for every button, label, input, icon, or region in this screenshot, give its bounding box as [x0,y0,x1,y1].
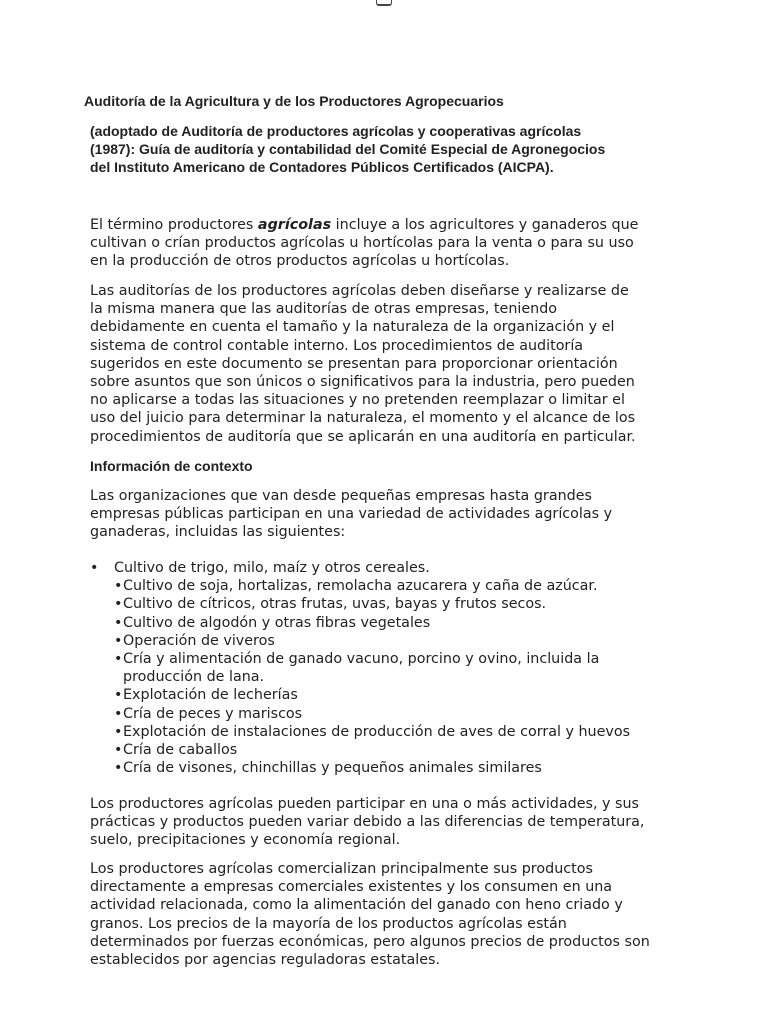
paragraph-line: granos. Los precios de la mayoría de los productos agrícolas están [90,915,567,932]
paragraph-line: la misma manera que las auditorías de otras empresas, teniendo [90,301,558,318]
bullet-icon: • [114,578,123,595]
paragraph-line: actividad relacionada, como la alimentación del ganado con heno criado y [90,897,623,914]
paragraph-line: sobre asuntos que son únicos o significativos para la industria, pero pueden [90,374,635,391]
paragraph-line: determinados por fuerzas económicas, pero algunos precios de productos son [90,933,650,950]
list-item: •Cría de peces y mariscos [114,705,303,722]
page-top-mark [376,0,392,6]
paragraph-participation [90,795,690,850]
paragraph-line: suelo, precipitaciones y economía regional. [90,832,401,849]
paragraph-line: Los productores agrícolas pueden participar en una o más actividades, y sus [90,796,639,812]
paragraph-definition [90,216,690,271]
paragraph-line: sugeridos en este documento se presentan para proporcionar orientación [90,355,618,372]
list-item: •Operación de viveros [114,632,275,649]
paragraph-line: debidamente en cuenta el tamaño y la naturaleza de la organización y el [90,319,615,336]
list-item: •Cría de visones, chinchillas y pequeños animales similares [114,760,542,777]
bullet-icon: • [114,742,123,759]
paragraph-line: Las organizaciones que van desde pequeñas empresas hasta grandes [90,488,592,504]
paragraph-commercialization [90,860,690,969]
bullet-icon: • [114,760,123,777]
subtitle-line: (1987): Guía de auditoría y contabilidad del Comité Especial de Agronegocios [90,141,606,157]
list-item: •Cría de caballos [114,742,238,759]
bullet-icon: • [114,651,123,668]
emphasized-term: agrícolas [257,217,332,233]
paragraph-audit-design [90,282,690,446]
document-subtitle [90,122,690,176]
paragraph-line: empresas públicas participan en una variedad de actividades agrícolas y [90,506,613,523]
subtitle-line: (adoptado de Auditoría de productores agrícolas y cooperativas agrícolas [90,123,582,139]
paragraph-organizations [90,487,690,542]
paragraph-line: establecidos por agencias reguladoras estatales. [90,952,441,969]
section-heading: Información de contexto [90,458,253,474]
paragraph-line: Las auditorías de los productores agrícolas deben diseñarse y realizarse de [90,283,629,299]
list-item: •Cultivo de cítricos, otras frutas, uvas, bayas y frutos secos. [114,596,547,613]
paragraph-line: directamente a empresas comerciales existentes y los consumen en una [90,879,613,896]
paragraph-line: uso del juicio para determinar la naturaleza, el momento y el alcance de los [90,410,636,427]
list-item: •Explotación de lecherías [114,687,298,704]
activities-list [90,559,710,777]
paragraph-line: cultivan o crían productos agrícolas u hortícolas para la venta o para su uso [90,235,634,252]
bullet-icon: • [114,723,123,740]
paragraph-line: en la producción de otros productos agrícolas u hortícolas. [90,253,510,270]
bullet-icon: • [114,705,123,722]
paragraph-line: El término productores agrícolas incluye a los agricultores y ganaderos que [90,217,639,233]
list-item: •Cultivo de algodón y otras fibras vegetales [114,614,431,631]
list-item-continuation: producción de lana. [123,669,265,686]
paragraph-line: sistema de control contable interno. Los procedimientos de auditoría [90,337,584,354]
paragraph-line: procedimientos de auditoría que se aplicarán en una auditoría en particular. [90,428,636,445]
paragraph-line: no aplicarse a todas las situaciones y no pretenden reemplazar o limitar el [90,392,625,409]
bullet-icon: • [90,560,99,576]
bullet-icon: • [114,596,123,613]
bullet-icon: • [114,632,123,649]
subtitle-line: del Instituto Americano de Contadores Públicos Certificados (AICPA). [90,159,554,175]
paragraph-line: ganaderas, incluidas las siguientes: [90,524,346,541]
paragraph-line: Los productores agrícolas comercializan principalmente sus productos [90,861,593,877]
list-item: • Cultivo de trigo, milo, maíz y otros cereales. [90,560,430,576]
paragraph-line: prácticas y productos pueden variar debido a las diferencias de temperatura, [90,814,645,831]
document-title: Auditoría de la Agricultura y de los Productores Agropecuarios [84,93,504,109]
bullet-icon: • [114,687,123,704]
bullet-icon: • [114,614,123,631]
list-item: •Cría y alimentación de ganado vacuno, porcino y ovino, incluida la [114,651,600,668]
list-item: •Explotación de instalaciones de producción de aves de corral y huevos [114,723,631,740]
list-item: •Cultivo de soja, hortalizas, remolacha azucarera y caña de azúcar. [114,578,598,595]
